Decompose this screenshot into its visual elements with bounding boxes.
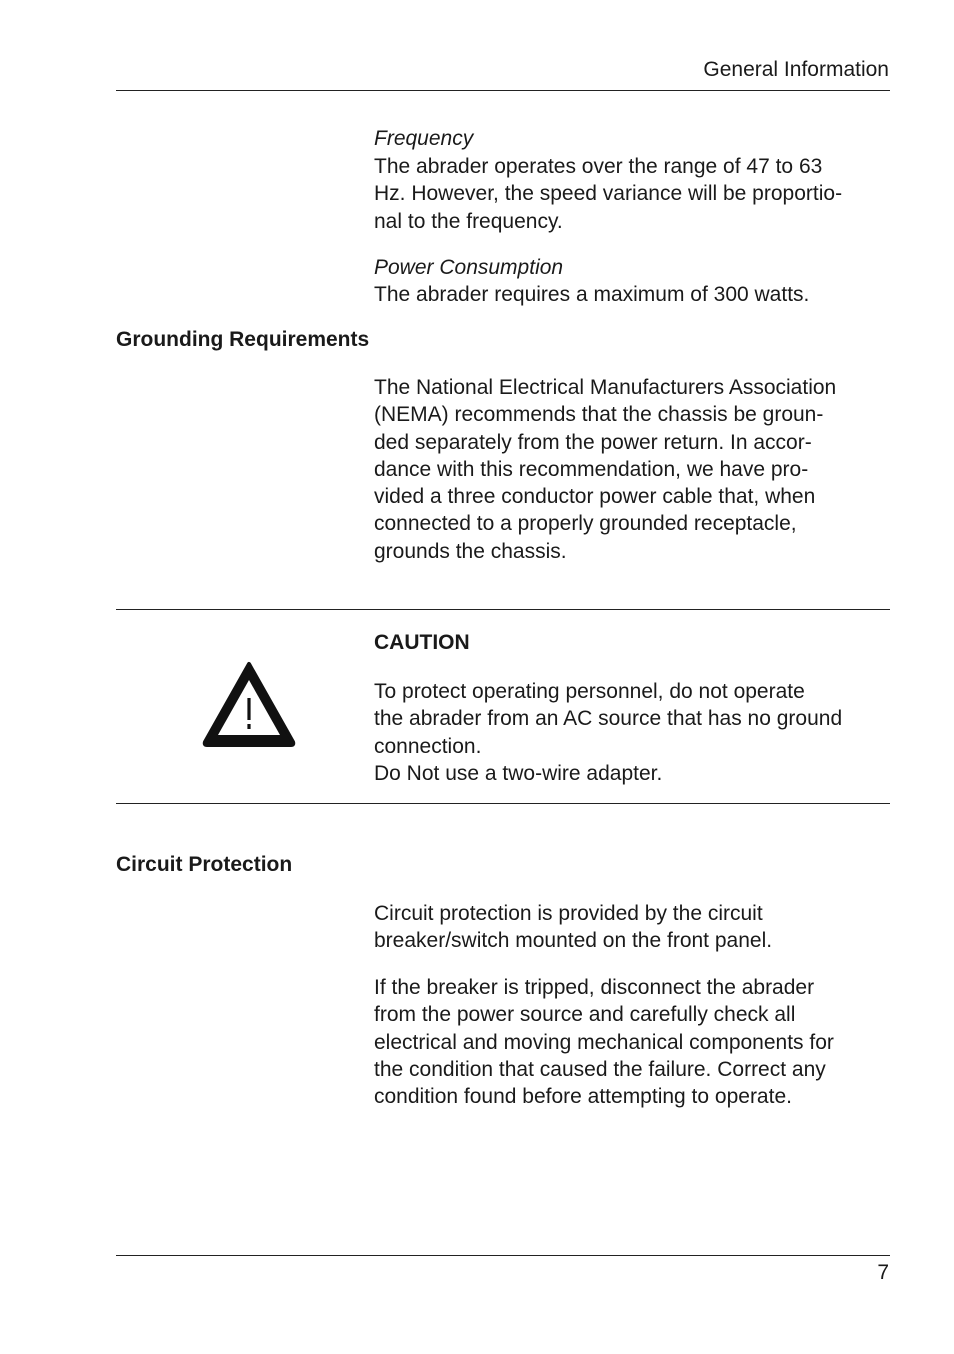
warning-triangle-icon — [201, 660, 297, 748]
text-line: Circuit protection is provided by the circuit — [374, 902, 763, 925]
text-line: If the breaker is tripped, disconnect the abrader — [374, 976, 815, 999]
text-line: nal to the frequency. — [374, 209, 563, 233]
frequency-title: Frequency — [374, 127, 474, 150]
circuit-protection-text-1 — [374, 900, 894, 955]
text-line: vided a three conductor power cable that, when — [374, 485, 816, 509]
text-line: Hz. However, the speed variance will be proportio- — [374, 182, 843, 206]
text-line: connection. — [374, 734, 482, 758]
text-line: from the power source and carefully check all — [374, 1003, 796, 1027]
footer-rule — [116, 1255, 890, 1256]
caution-text — [374, 678, 894, 787]
power-consumption-title: Power Consumption — [374, 256, 564, 279]
grounding-requirements-text — [374, 374, 894, 565]
text-line: grounds the chassis. — [374, 539, 567, 563]
caution-top-rule — [116, 609, 890, 610]
text-line: The National Electrical Manufacturers Association — [374, 376, 837, 399]
circuit-protection-text-2 — [374, 974, 894, 1110]
text-line: (NEMA) recommends that the chassis be groun- — [374, 403, 824, 427]
power-consumption-text — [374, 281, 894, 308]
text-line: To protect operating personnel, do not operate — [374, 680, 805, 703]
text-line: electrical and moving mechanical components for — [374, 1030, 834, 1054]
text-line: connected to a properly grounded receptacle, — [374, 512, 797, 536]
caution-bottom-rule — [116, 803, 890, 804]
frequency-text — [374, 153, 894, 235]
text-line: dance with this recommendation, we have pro- — [374, 457, 809, 481]
text-line: the condition that caused the failure. Correct any — [374, 1057, 826, 1081]
text-line: The abrader requires a maximum of 300 watts. — [374, 283, 810, 306]
page-header-title: General Information — [703, 58, 889, 81]
caution-title: CAUTION — [374, 631, 470, 654]
header-rule — [116, 90, 890, 91]
text-line: ded separately from the power return. In accor- — [374, 430, 812, 454]
text-line: condition found before attempting to operate. — [374, 1085, 792, 1109]
text-line: the abrader from an AC source that has no ground — [374, 707, 843, 731]
page-number: 7 — [877, 1261, 889, 1284]
text-line: breaker/switch mounted on the front panel. — [374, 929, 773, 953]
text-line: The abrader operates over the range of 47 to 63 — [374, 155, 823, 178]
circuit-protection-heading: Circuit Protection — [116, 853, 293, 876]
grounding-requirements-heading: Grounding Requirements — [116, 328, 370, 351]
text-line: Do Not use a two-wire adapter. — [374, 761, 663, 785]
